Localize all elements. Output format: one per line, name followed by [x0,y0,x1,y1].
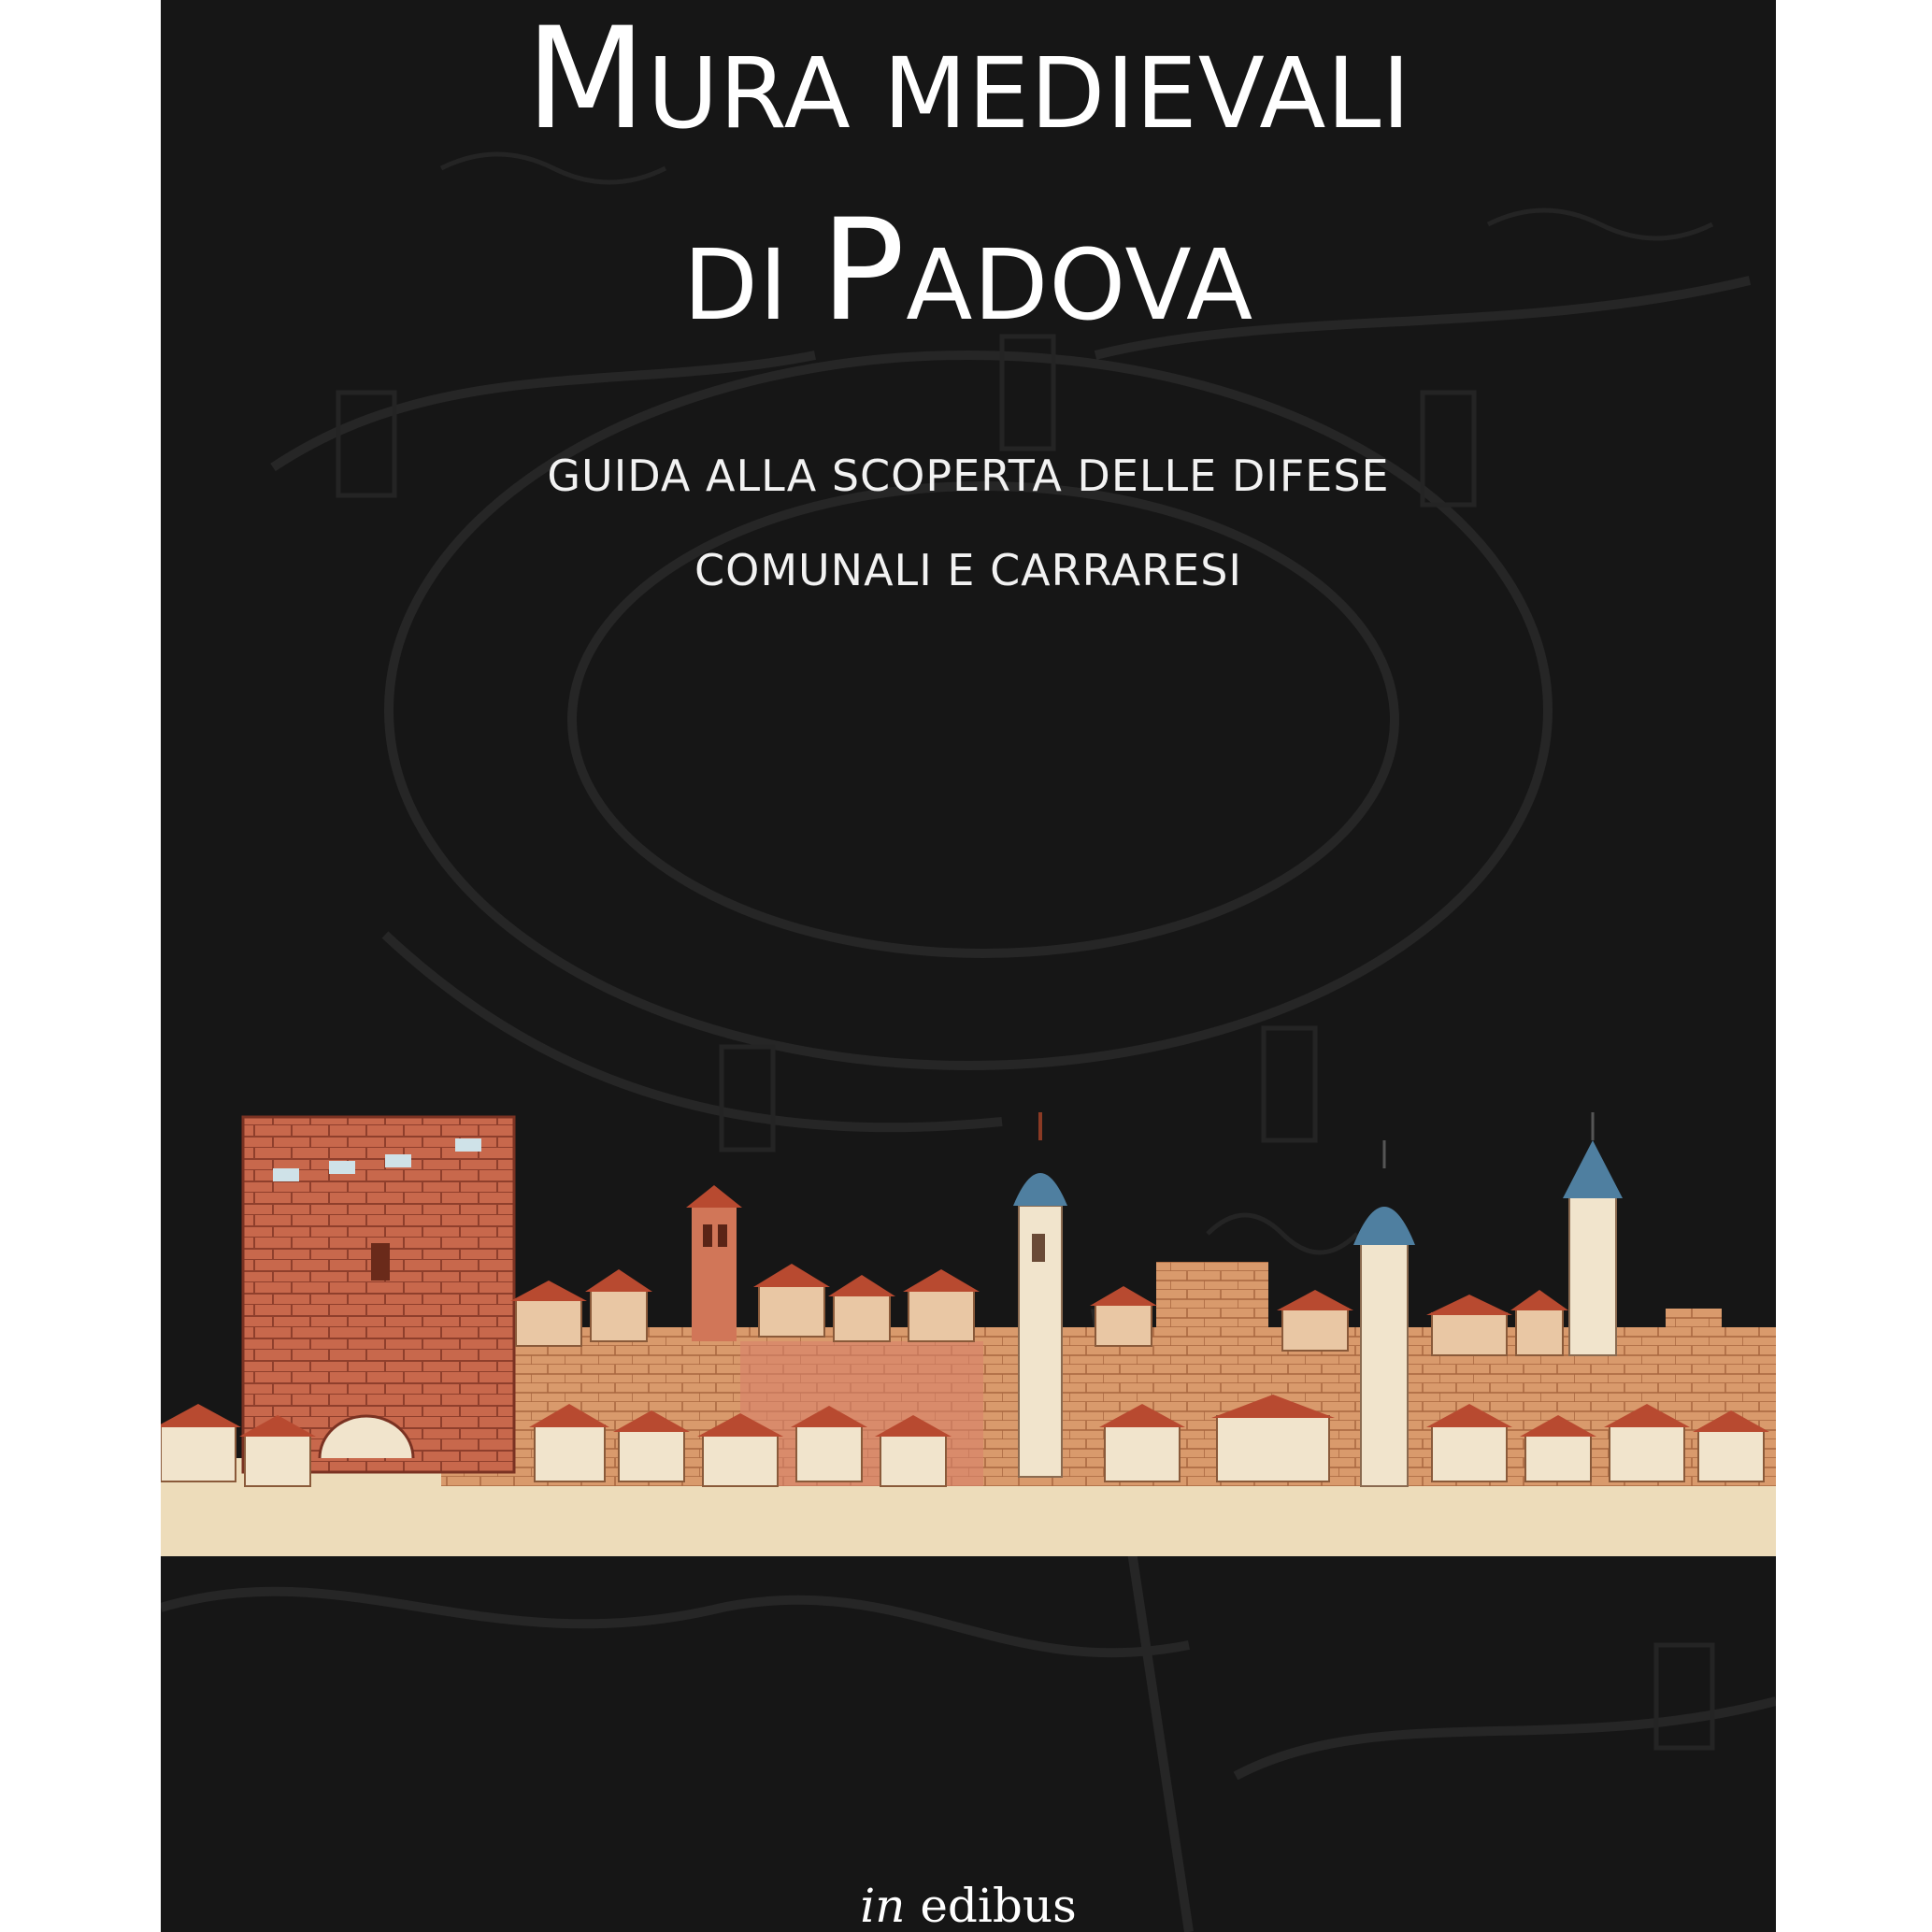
book-cover [161,0,1776,1932]
subtitle-line-1: GUIDA ALLA SCOPERTA DELLE DIFESE [547,451,1390,501]
title-line-1: MURA MEDIEVALI [525,0,1411,161]
subtitle-line-2: COMUNALI E CARRARESI [694,545,1242,595]
title-line-2: DI PADOVA [682,190,1254,352]
publisher-name: in edibus [860,1879,1077,1932]
city-walls-panorama [161,1103,1776,1556]
